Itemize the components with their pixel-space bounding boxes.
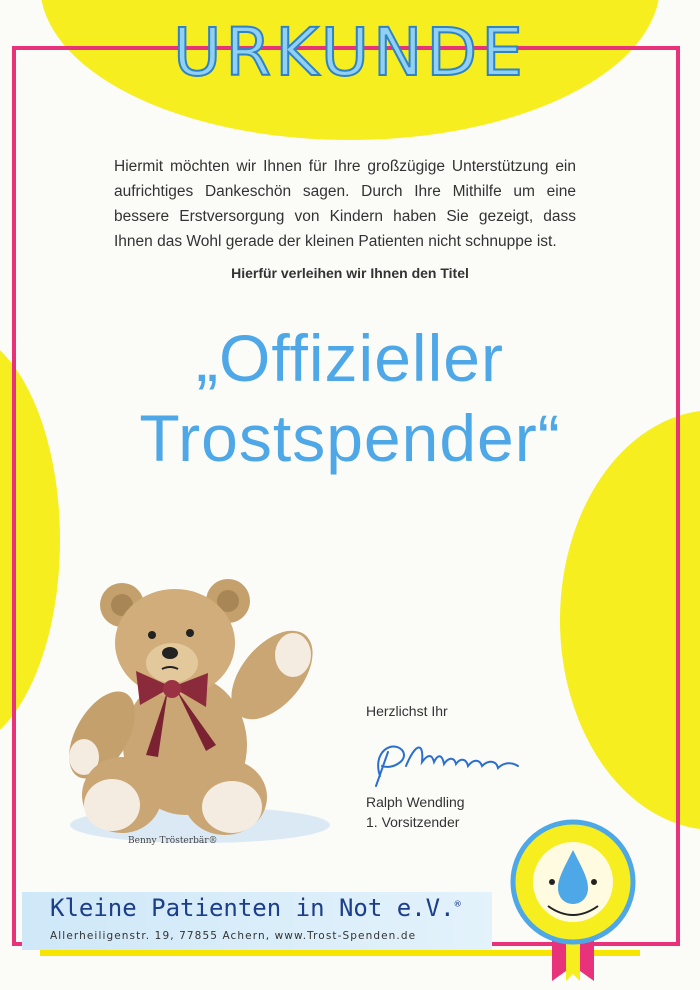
award-title-line2: Trostspender“: [139, 401, 561, 475]
greeting: Herzlichst Ihr: [366, 703, 448, 719]
bear-caption: Benny Trösterbär®: [128, 836, 218, 846]
signature-image: [362, 732, 532, 790]
registered-mark: ®: [454, 899, 461, 910]
award-title: [0, 318, 700, 478]
organization-seal-logo: [508, 816, 638, 981]
organization-name-text: Kleine Patienten in Not e.V.: [50, 894, 455, 922]
signer-role: 1. Vorsitzender: [366, 814, 460, 830]
teddy-bear-image: [50, 575, 330, 855]
frame-left: [12, 46, 16, 946]
signer-name: Ralph Wendling: [366, 794, 465, 810]
award-title-line1: „Offizieller: [196, 321, 504, 395]
intro-paragraph: Hiermit möchten wir Ihnen für Ihre großzügige Unterstützung ein aufrichtiges Dankeschön sagen. Durch Ihre Mithilfe um eine bessere Erstversorgung von Kindern haben Sie gezeigt, dass Ihnen das Wohl gerade der kleinen Patienten nicht schnuppe ist.: [114, 158, 576, 250]
frame-right: [676, 46, 680, 946]
organization-name: [50, 894, 461, 922]
certificate-title: URKUNDE: [173, 14, 527, 91]
award-line: Hierfür verleihen wir Ihnen den Titel: [231, 265, 469, 281]
signer-block: [366, 792, 465, 832]
organization-address: Allerheiligenstr. 19, 77855 Achern, www.Trost-Spenden.de: [50, 930, 417, 942]
